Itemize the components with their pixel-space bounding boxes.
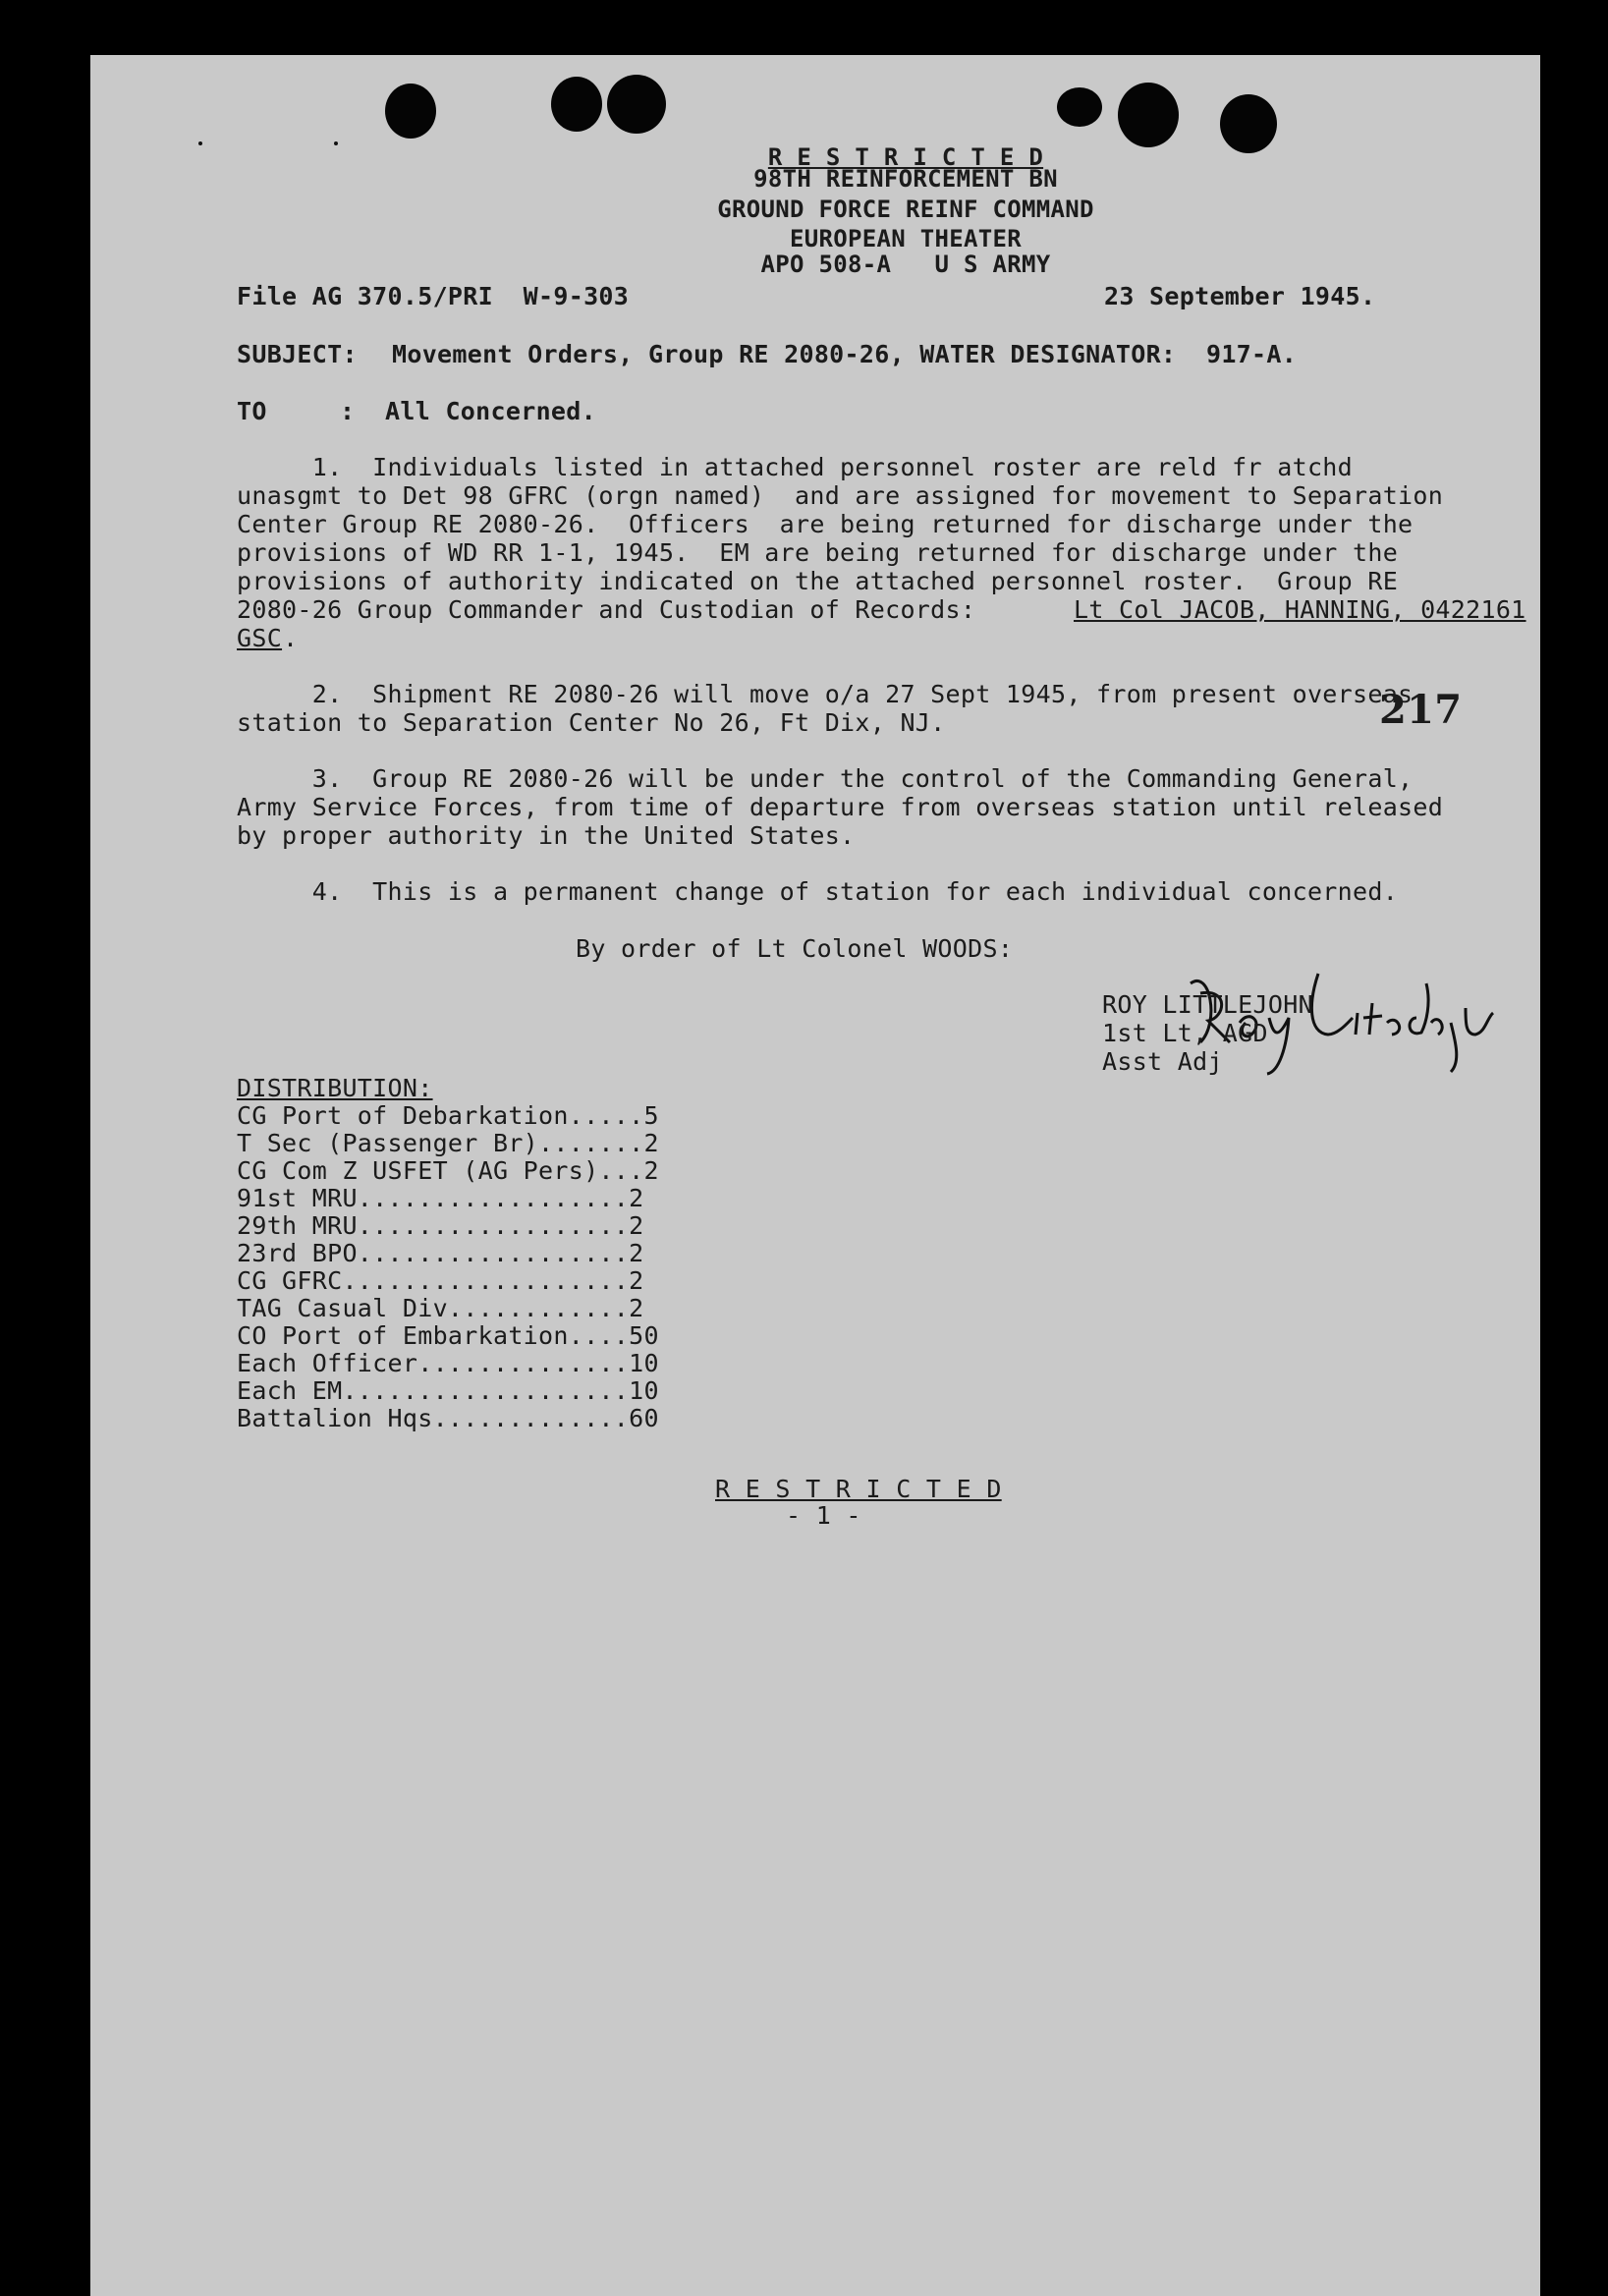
distribution-row: TAG Casual Div............2 [237,1294,644,1322]
signer-rank: 1st Lt, AGD [1102,1019,1268,1047]
paragraph-4: 4. This is a permanent change of station for each individual concerned. [237,877,1399,906]
paragraph-line: Center Group RE 2080-26. Officers are being returned for discharge under the [237,510,1414,538]
punch-hole [1118,83,1179,147]
signer-name: ROY LITTLEJOHN [1102,990,1313,1019]
paragraph-line: 2080-26 Group Commander and Custodian of Records: [237,595,1006,624]
paragraph-line: 2. Shipment RE 2080-26 will move o/a 27 Sept 1945, from present overseas [237,680,1414,708]
paragraph-line: unasgmt to Det 98 GFRC (orgn named) and are assigned for movement to Separation [237,481,1444,510]
document-page [90,55,1540,2296]
document-date: 23 September 1945. [1104,282,1376,310]
punch-hole [1057,87,1102,127]
distribution-row: CG Com Z USFET (AG Pers)...2 [237,1156,659,1185]
header-command: GROUND FORCE REINF COMMAND [717,196,1094,223]
paragraph-line: provisions of authority indicated on the attached personnel roster. Group RE [237,567,1399,595]
distribution-heading: DISTRIBUTION: [237,1074,433,1102]
punch-hole [551,77,602,132]
paragraph-line: station to Separation Center No 26, Ft Dix, NJ. [237,708,946,737]
paragraph-line: provisions of WD RR 1-1, 1945. EM are being returned for discharge under the [237,538,1399,567]
order-line: By order of Lt Colonel WOODS: [576,934,1014,963]
paragraph-line: by proper authority in the United States. [237,821,856,850]
to-label: TO [237,397,267,425]
distribution-row: Battalion Hqs.............60 [237,1404,659,1432]
paragraph-line: . [283,624,299,652]
distribution-row: Each Officer..............10 [237,1349,659,1377]
paragraph-line: GSC [237,624,283,652]
distribution-row: 91st MRU..................2 [237,1184,644,1212]
punch-hole [1220,94,1277,153]
distribution-row: 29th MRU..................2 [237,1211,644,1240]
header-theater: EUROPEAN THEATER [790,225,1022,252]
paragraph-line: 1. Individuals listed in attached personnel roster are reld fr atchd [237,453,1353,481]
page-stamp-number: 217 [1379,687,1463,733]
ink-dot [198,141,202,145]
header-unit: 98TH REINFORCEMENT BN [753,165,1058,193]
distribution-row: Each EM...................10 [237,1376,659,1405]
distribution-row: CG GFRC...................2 [237,1266,644,1295]
ink-dot [334,141,338,145]
paragraph-line: 3. Group RE 2080-26 will be under the control of the Commanding General, [237,764,1414,793]
header-apo: APO 508-A U S ARMY [760,251,1051,278]
distribution-row: CO Port of Embarkation....50 [237,1321,659,1350]
subject-label: SUBJECT: [237,340,358,368]
subject-text: Movement Orders, Group RE 2080-26, WATER DESIGNATOR: 917-A. [392,340,1298,368]
distribution-row: T Sec (Passenger Br).......2 [237,1129,659,1157]
paragraph-line: Army Service Forces, from time of departure from overseas station until released [237,793,1444,821]
punch-hole [385,84,436,139]
header-classification: R E S T R I C T E D [767,143,1044,171]
signer-title: Asst Adj [1102,1047,1223,1076]
group-commander: Lt Col JACOB, HANNING, 0422161 [1074,595,1526,624]
punch-hole [607,75,666,134]
footer-classification: R E S T R I C T E D [715,1475,1002,1503]
file-reference: File AG 370.5/PRI W-9-303 [237,282,630,310]
page-number: - 1 - [786,1501,861,1530]
distribution-row: CG Port of Debarkation.....5 [237,1101,659,1130]
distribution-row: 23rd BPO..................2 [237,1239,644,1267]
to-text: : All Concerned. [340,397,596,425]
